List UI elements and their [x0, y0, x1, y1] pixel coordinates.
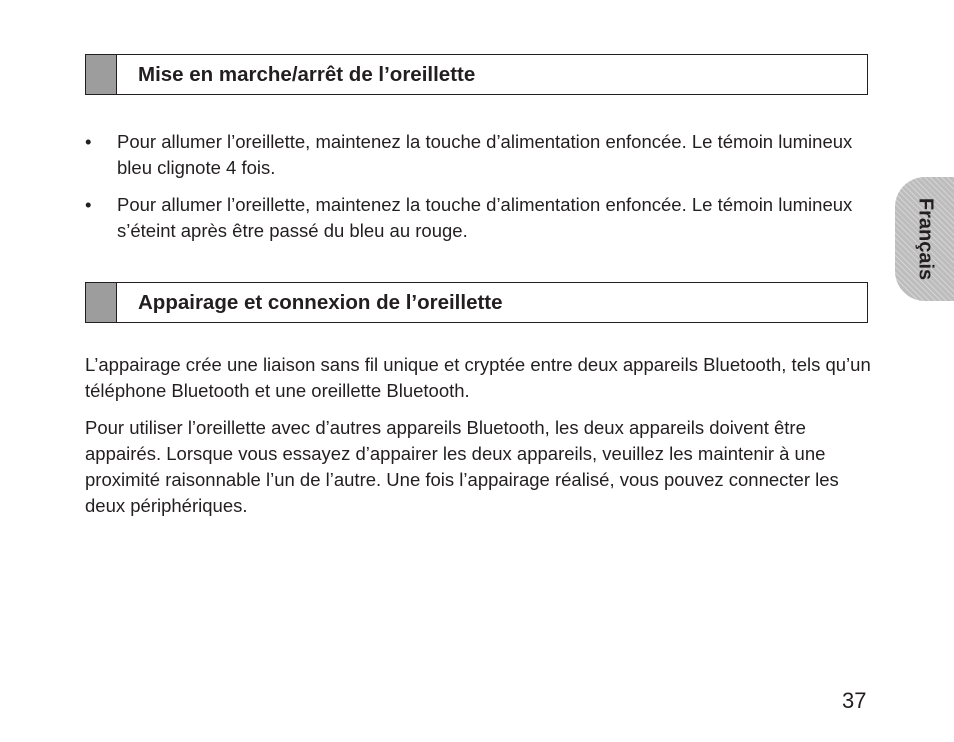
page-number: 37	[842, 688, 867, 713]
bullet-icon: •	[85, 194, 92, 215]
header-gray-block	[86, 283, 117, 322]
paragraph: L’appairage crée une liaison sans fil unique et cryptée entre deux appareils Bluetooth, tels qu’un téléphone Bluetooth et une oreillette Bluetooth.	[85, 354, 871, 401]
header-gray-block	[86, 55, 117, 94]
bullet-icon: •	[85, 131, 92, 152]
list-item	[85, 192, 875, 244]
power-bullet-list	[85, 129, 875, 255]
section-title: Appairage et connexion de l’oreillette	[138, 290, 503, 314]
paragraph: Pour utiliser l’oreillette avec d’autres appareils Bluetooth, les deux appareils doivent être appairés. Lorsque vous essayez d’appairer les deux appareils, veuillez les maintenir à une proximité raisonnable l’un de l’autre. Une fois l’appairage réalisé, vous pouvez connecter les deux périphériques.	[85, 417, 839, 516]
pairing-body	[85, 352, 875, 530]
bullet-text: Pour allumer l’oreillette, maintenez la touche d’alimentation enfoncée. Le témoin lumineux bleu clignote 4 fois.	[117, 131, 853, 178]
bullet-text: Pour allumer l’oreillette, maintenez la touche d’alimentation enfoncée. Le témoin lumineux s’éteint après être passé du bleu au rouge.	[117, 194, 853, 241]
section-header-pairing	[85, 282, 868, 323]
section-header-power	[85, 54, 868, 95]
language-side-tab	[895, 177, 954, 301]
section-title: Mise en marche/arrêt de l’oreillette	[138, 62, 476, 86]
language-tab-label: Français	[914, 197, 937, 281]
list-item	[85, 129, 875, 181]
